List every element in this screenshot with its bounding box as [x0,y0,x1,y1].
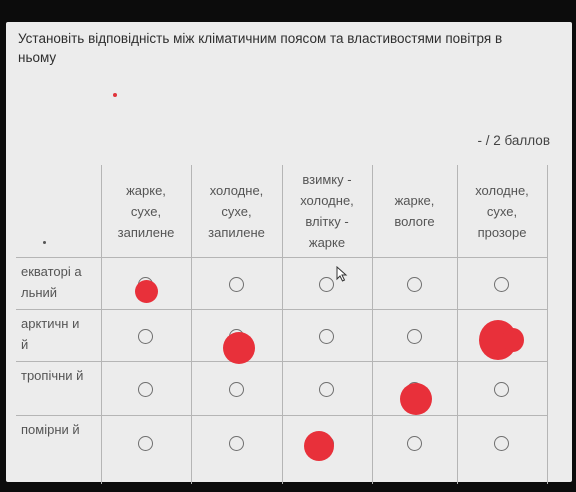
red-mark [135,280,158,303]
radio-button[interactable] [494,382,509,397]
screen [6,22,572,482]
red-mark [223,332,255,364]
column-header-1: жарке, сухе, запилене [117,182,175,240]
radio-button[interactable] [319,329,334,344]
red-mark [502,328,524,352]
grid-line [16,257,548,258]
radio-button[interactable] [319,277,334,292]
radio-button[interactable] [229,436,244,451]
radio-button[interactable] [494,436,509,451]
radio-button[interactable] [138,382,153,397]
radio-button[interactable] [229,382,244,397]
red-mark [304,431,334,461]
row-header-3: тропічни й [21,368,84,383]
radio-button[interactable] [138,329,153,344]
red-mark [400,383,432,415]
radio-button[interactable] [407,329,422,344]
red-dot-mark [113,93,117,97]
matching-grid [16,165,543,484]
corner-dot [43,241,46,244]
radio-button[interactable] [494,277,509,292]
row-header-1: екваторі альний [21,264,82,300]
grid-line [547,165,548,484]
question-text: Установіть відповідність між кліматичним поясом та властивостями повітря в ньому [18,31,503,65]
grid-line [16,415,548,416]
mouse-pointer-icon [336,266,348,282]
radio-button[interactable] [229,277,244,292]
points-label: - / 2 баллов [477,133,550,148]
column-header-4: жарке, вологе [394,193,435,229]
grid-line [16,361,548,362]
radio-button[interactable] [407,277,422,292]
radio-button[interactable] [319,382,334,397]
grid-line [16,309,548,310]
row-header-4: помірни й [21,422,80,437]
column-header-5: холодне, сухе, прозоре [475,182,529,240]
column-header-3: взимку - холодне, влітку - жарке [300,172,354,250]
column-header-2: холодне, сухе, запилене [208,182,265,240]
row-header-2: арктичн ий [21,316,80,352]
radio-button[interactable] [407,436,422,451]
radio-button[interactable] [138,436,153,451]
